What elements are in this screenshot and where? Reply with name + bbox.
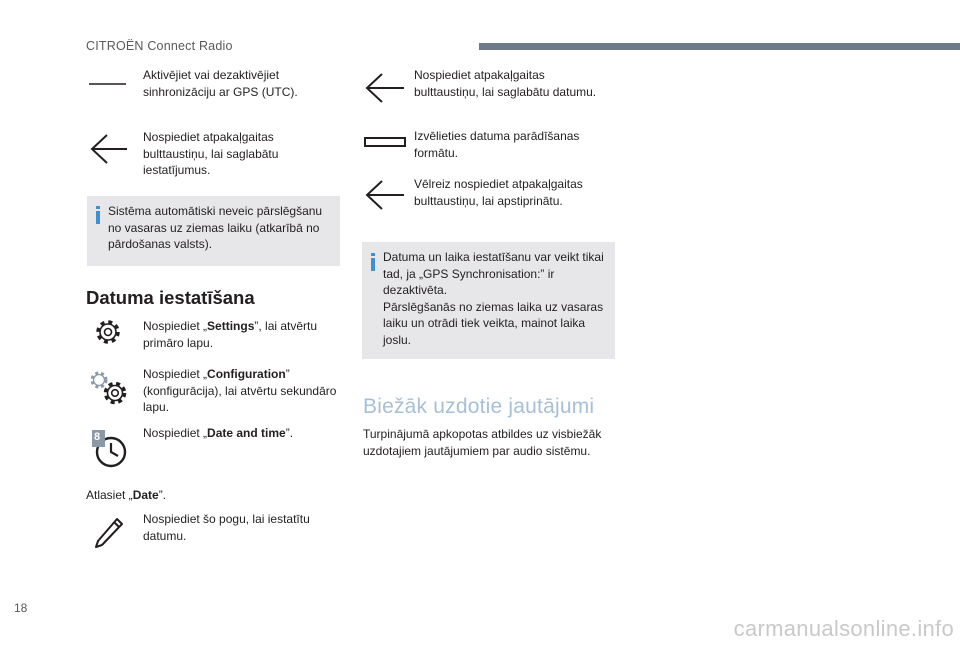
- date-format-text: Izvēlieties datuma parādīšanas formātu.: [414, 129, 580, 160]
- section-title-faq: Biežāk uzdotie jautājumi: [363, 395, 595, 418]
- info-note-text: Sistēma automātiski neveic pārslēgšanu no vasaras uz ziemas laiku (atkarībā no pārdošanas valsts).: [108, 204, 323, 251]
- back-arrow-icon-2: [364, 72, 406, 104]
- info-note-icon-2: [371, 253, 375, 271]
- settings-text: Nospiediet „Settings”, lai atvērtu primāro lapu.: [143, 319, 318, 350]
- info-note-icon: [96, 206, 100, 224]
- back-confirm-text: Vēlreiz nospiediet atpakaļgaitas bulttaustiņu, lai apstiprinātu.: [414, 177, 583, 208]
- info-note-2: [362, 242, 615, 359]
- section-title-date-settings: Datuma iestatīšana: [86, 287, 255, 308]
- configuration-text: Nospiediet „Configuration” (konfigurācija), lai atvērtu sekundāro lapu.: [143, 367, 337, 414]
- toggle-switch-icon: [88, 80, 128, 88]
- info-note: [87, 196, 340, 266]
- back-arrow-icon: [89, 133, 129, 165]
- pencil-icon: [93, 516, 125, 550]
- info-note-2-text: Datuma un laika iestatīšanu var veikt tikai tad, ja „GPS Synchronisation:” ir dezaktivēta. Pārslēgšanās no ziemas laika uz vasaras laiku un otrādi tiek veikta, mainot laika joslu.: [383, 250, 604, 347]
- pencil-text: Nospiediet šo pogu, lai iestatītu datumu.: [143, 512, 310, 543]
- gear-icon: [93, 317, 123, 347]
- back-save-date-text: Nospiediet atpakaļgaitas bulttaustiņu, lai saglabātu datumu.: [414, 68, 597, 99]
- back-arrow-icon-3: [364, 179, 406, 211]
- clock-badge-number: 8: [94, 431, 101, 443]
- gps-sync-text: Aktivējiet vai dezaktivējiet sinhronizāciju ar GPS (UTC).: [143, 68, 298, 99]
- watermark: carmanualsonline.info: [733, 616, 954, 641]
- format-bar-icon: [364, 137, 406, 147]
- page-number: 18: [14, 601, 28, 615]
- back-save-settings-text: Nospiediet atpakaļgaitas bulttaustiņu, lai saglabātu iestatījumus.: [143, 130, 279, 177]
- header-bar: [479, 43, 960, 50]
- faq-intro-text: Turpinājumā apkopotas atbildes uz visbiežāk uzdotajiem jautājumiem par audio sistēmu.: [363, 427, 602, 458]
- gears-icon: [88, 369, 130, 409]
- date-and-time-text: Nospiediet „Date and time”.: [143, 426, 294, 440]
- select-date-text: Atlasiet „Date”.: [86, 488, 167, 502]
- header-title: CITROËN Connect Radio: [86, 39, 233, 53]
